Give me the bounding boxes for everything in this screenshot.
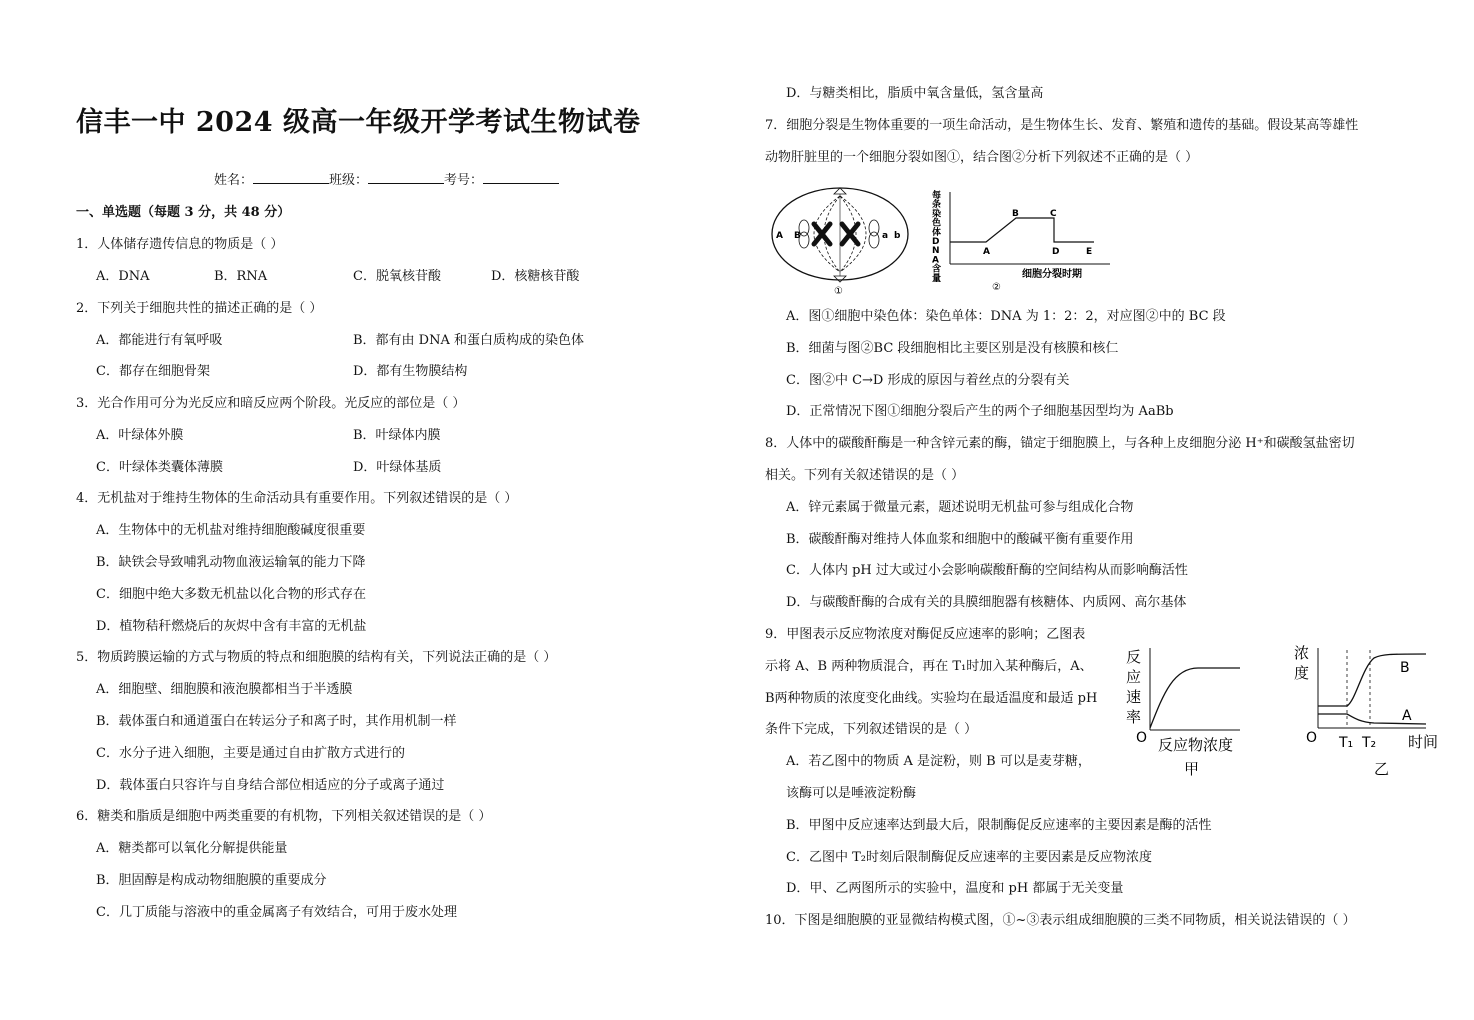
q3-option-c: C．叶绿体类囊体薄膜 xyxy=(96,460,223,475)
q7-cell-division-figure xyxy=(768,184,914,296)
q5-stem: 5．物质跨膜运输的方式与物质的特点和细胞膜的结构有关，下列说法正确的是（ ） xyxy=(76,650,557,665)
q1-option-d: D．核糖核苷酸 xyxy=(491,269,580,284)
yi-caption: 乙 xyxy=(1374,760,1390,778)
q7-option-c: C．图②中 C→D 形成的原因与着丝点的分裂有关 xyxy=(786,373,1070,388)
q7-option-b: B．细菌与图②BC 段细胞相比主要区别是没有核膜和核仁 xyxy=(786,341,1119,356)
yi-xlabel: 时间 xyxy=(1408,733,1439,751)
q9-stem-line3: B两种物质的浓度变化曲线。实验均在最适温度和最适 pH xyxy=(765,691,1098,706)
class-blank xyxy=(368,171,444,184)
q10-stem: 10．下图是细胞膜的亚显微结构模式图，①~③表示组成细胞膜的三类不同物质，相关说法错误的（ ） xyxy=(765,913,1356,928)
q7-option-a: A．图①细胞中染色体：染色单体：DNA 为 1：2：2，对应图②中的 BC 段 xyxy=(786,309,1226,324)
page-title: 信丰一中 2024 级高一年级开学考试生物试卷 xyxy=(76,107,641,138)
q9-stem-line1: 9．甲图表示反应物浓度对酶促反应速率的影响；乙图表 xyxy=(765,627,1086,642)
gene-label-B: B xyxy=(794,231,801,241)
q9-figure-jia xyxy=(1118,640,1244,780)
q5-option-b: B．载体蛋白和通道蛋白在转运分子和离子时，其作用机制一样 xyxy=(96,714,457,729)
figure1-label: ① xyxy=(834,286,843,296)
q2-option-d: D．都有生物膜结构 xyxy=(353,364,468,379)
q1-option-b: B．RNA xyxy=(214,269,268,284)
q7-stem-line2: 动物肝脏里的一个细胞分裂如图①，结合图②分析下列叙述不正确的是（ ） xyxy=(765,150,1199,165)
q9-option-c: C．乙图中 T₂时刻后限制酶促反应速率的主要因素是反应物浓度 xyxy=(786,850,1152,865)
yi-curve-b-label: B xyxy=(1400,660,1410,676)
q7-option-d: D．正常情况下图①细胞分裂后产生的两个子细胞基因型均为 AaBb xyxy=(786,404,1174,419)
q3-option-b: B．叶绿体内膜 xyxy=(353,428,441,443)
figure2-y-label-text: 每条染色体 D N A 含量 xyxy=(932,191,942,284)
jia-caption: 甲 xyxy=(1184,760,1200,778)
q3-option-d: D．叶绿体基质 xyxy=(353,460,442,475)
q5-option-c: C．水分子进入细胞，主要是通过自由扩散方式进行的 xyxy=(96,746,405,761)
id-blank xyxy=(483,171,559,184)
q4-stem: 4．无机盐对于维持生物体的生命活动具有重要作用。下列叙述错误的是（ ） xyxy=(76,491,518,506)
q7-stem-line1: 7．细胞分裂是生物体重要的一项生命活动，是生物体生长、发育、繁殖和遗传的基础。假设某高等雄性 xyxy=(765,118,1359,133)
q6-option-d: D．与糖类相比，脂质中氧含量低，氢含量高 xyxy=(786,86,1044,101)
q9-option-a-line2: 该酶可以是唾液淀粉酶 xyxy=(786,786,917,801)
student-info-line xyxy=(214,169,559,188)
point-label-D: D xyxy=(1052,247,1060,257)
q1-option-a: A．DNA xyxy=(96,269,150,284)
q6-option-a: A．糖类都可以氧化分解提供能量 xyxy=(96,841,288,856)
point-label-A: A xyxy=(983,247,990,257)
jia-xlabel: 反应物浓度 xyxy=(1158,736,1234,754)
q5-option-a: A．细胞壁、细胞膜和液泡膜都相当于半透膜 xyxy=(96,682,353,697)
q9-figure-yi xyxy=(1290,638,1450,780)
jia-ylabel-2: 应 xyxy=(1126,668,1142,686)
section-heading: 一、单选题（每题 3 分，共 48 分） xyxy=(76,205,291,220)
q2-option-b: B．都有由 DNA 和蛋白质构成的染色体 xyxy=(353,333,585,348)
point-label-E: E xyxy=(1086,247,1093,257)
point-label-C: C xyxy=(1050,209,1057,219)
q3-stem: 3．光合作用可分为光反应和暗反应两个阶段。光反应的部位是（ ） xyxy=(76,396,466,411)
q4-option-d: D．植物秸秆燃烧后的灰烬中含有丰富的无机盐 xyxy=(96,619,367,634)
q9-option-a-line1: A．若乙图中的物质 A 是淀粉，则 B 可以是麦芽糖， xyxy=(786,754,1091,769)
yi-t1-label: T₁ xyxy=(1339,735,1354,751)
q2-option-a: A．都能进行有氧呼吸 xyxy=(96,333,223,348)
q4-option-b: B．缺铁会导致哺乳动物血液运输氧的能力下降 xyxy=(96,555,366,570)
q8-stem-line1: 8．人体中的碳酸酐酶是一种含锌元素的酶，锚定于细胞膜上，与各种上皮细胞分泌 H⁺和碳酸氢盐密切 xyxy=(765,436,1355,451)
q2-option-c: C．都存在细胞骨架 xyxy=(96,364,210,379)
q9-option-b: B．甲图中反应速率达到最大后，限制酶促反应速率的主要因素是酶的活性 xyxy=(786,818,1212,833)
gene-label-A: A xyxy=(776,231,783,241)
q6-option-b: B．胆固醇是构成动物细胞膜的重要成分 xyxy=(96,873,327,888)
q8-option-b: B．碳酸酐酶对维持人体血浆和细胞中的酸碱平衡有重要作用 xyxy=(786,532,1134,547)
q1-option-c: C．脱氧核苷酸 xyxy=(353,269,441,284)
figure2-y-label xyxy=(931,189,941,284)
q8-option-c: C．人体内 pH 过大或过小会影响碳酸酐酶的空间结构从而影响酶活性 xyxy=(786,563,1188,578)
figure2-label: ② xyxy=(992,282,1001,293)
gene-label-b: b xyxy=(894,231,901,241)
jia-ylabel-1: 反 xyxy=(1126,648,1142,666)
jia-origin: O xyxy=(1136,730,1148,746)
point-label-B: B xyxy=(1012,209,1019,219)
q3-option-a: A．叶绿体外膜 xyxy=(96,428,184,443)
q9-option-d: D．甲、乙两图所示的实验中，温度和 pH 都属于无关变量 xyxy=(786,881,1124,896)
yi-t2-label: T₂ xyxy=(1362,735,1377,751)
q6-stem: 6．糖类和脂质是细胞中两类重要的有机物，下列相关叙述错误的是（ ） xyxy=(76,809,492,824)
yi-curve-a-label: A xyxy=(1402,708,1412,724)
q5-option-d: D．载体蛋白只容许与自身结合部位相适应的分子或离子通过 xyxy=(96,778,445,793)
name-blank xyxy=(253,171,329,184)
q4-option-c: C．细胞中绝大多数无机盐以化合物的形式存在 xyxy=(96,587,366,602)
q4-option-a: A．生物体中的无机盐对维持细胞酸碱度很重要 xyxy=(96,523,366,538)
q2-stem: 2．下列关于细胞共性的描述正确的是（ ） xyxy=(76,301,323,316)
q7-dna-content-figure xyxy=(924,186,1116,294)
yi-origin: O xyxy=(1306,730,1318,746)
figure2-x-label: 细胞分裂时期 xyxy=(1022,269,1082,280)
class-label: 班级： xyxy=(329,173,369,188)
q9-stem-line2: 示将 A、B 两种物质混合，再在 T₁时加入某种酶后，A、 xyxy=(765,659,1093,674)
yi-ylabel-2: 度 xyxy=(1294,664,1310,682)
gene-label-a: a xyxy=(882,231,889,241)
q1-stem: 1．人体储存遗传信息的物质是（ ） xyxy=(76,237,284,252)
q8-stem-line2: 相关。下列有关叙述错误的是（ ） xyxy=(765,468,965,483)
jia-ylabel-3: 速 xyxy=(1126,688,1142,706)
q8-option-d: D．与碳酸酐酶的合成有关的具膜细胞器有核糖体、内质网、高尔基体 xyxy=(786,595,1187,610)
id-label: 考号： xyxy=(444,173,484,188)
q9-stem-line4: 条件下完成，下列叙述错误的是（ ） xyxy=(765,722,978,737)
q8-option-a: A．锌元素属于微量元素，题述说明无机盐可参与组成化合物 xyxy=(786,500,1134,515)
yi-ylabel-1: 浓 xyxy=(1294,644,1310,662)
q6-option-c: C．几丁质能与溶液中的重金属离子有效结合，可用于废水处理 xyxy=(96,905,457,920)
jia-ylabel-4: 率 xyxy=(1126,708,1142,726)
name-label: 姓名： xyxy=(214,173,254,188)
